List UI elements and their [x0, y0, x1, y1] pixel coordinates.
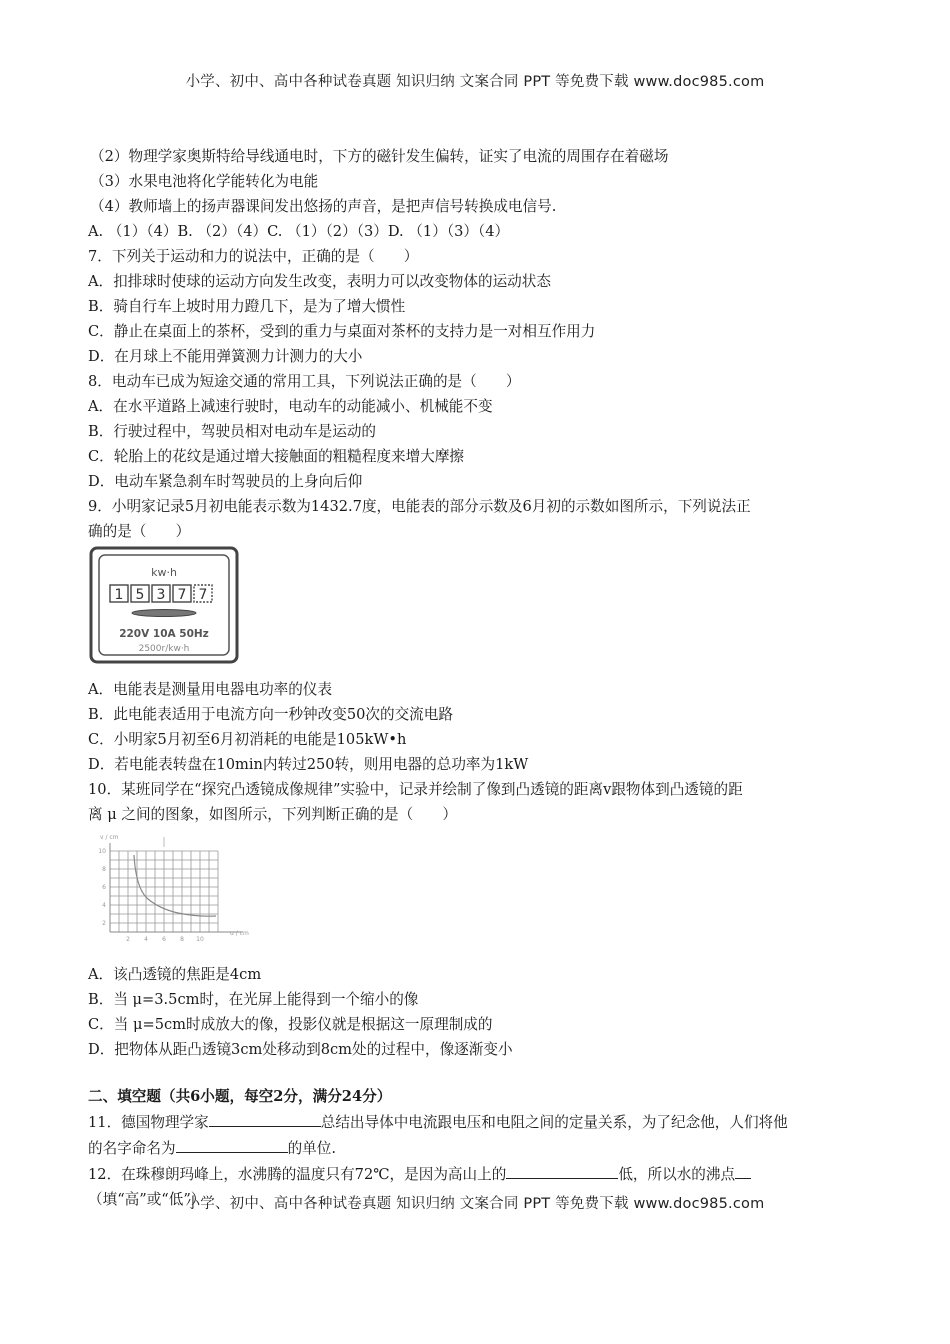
q10-option-a: A．该凸透镜的焦距是4cm	[88, 966, 262, 983]
meter-unit: kw·h	[151, 566, 177, 579]
q9-stem-line2: 确的是（ ）	[88, 523, 191, 540]
q12-blank-2[interactable]	[735, 1161, 751, 1179]
meter-digit-1: 1	[114, 587, 124, 603]
graph-ytick-8: 8	[102, 866, 106, 873]
q7-option-a: A．扣排球时使球的运动方向发生改变，表明力可以改变物体的运动状态	[88, 273, 551, 290]
header-watermark: 小学、初中、高中各种试卷真题 知识归纳 文案合同 PPT 等免费下载 www.doc985.com	[185, 74, 765, 90]
meter-digit-4: 7	[177, 587, 187, 603]
q9-option-b: B．此电能表适用于电流方向一秒钟改变50次的交流电路	[88, 706, 453, 723]
q9-option-a: A．电能表是测量用电器电功率的仪表	[88, 681, 333, 698]
graph-xlabel: u / cm	[230, 930, 249, 937]
q7-option-d: D．在月球上不能用弹簧测力计测力的大小	[88, 348, 363, 365]
electricity-meter-figure	[88, 546, 868, 674]
q9-option-c: C．小明家5月初至6月初消耗的电能是105kW•h	[88, 731, 407, 748]
q11-part3: 的名字命名为	[88, 1140, 176, 1157]
q10-option-c: C．当 μ=5cm时成放大的像，投影仪就是根据这一原理制成的	[88, 1016, 493, 1033]
q10-option-d: D．把物体从距凸透镜3cm处移动到8cm处的过程中，像逐渐变小	[88, 1041, 513, 1058]
meter-digit-decimal: 7	[198, 587, 208, 603]
q9-stem-line1: 9．小明家记录5月初电能表示数为1432.7度，电能表的部分示数及6月初的示数如图所示，下列说法正	[88, 498, 751, 515]
q6-options: A. （1）（4）B. （2）（4）C. （1）（2）（3）D. （1）（3）（4）	[88, 223, 510, 240]
graph-ytick-6: 6	[102, 884, 106, 891]
q8-option-b: B．行驶过程中，驾驶员相对电动车是运动的	[88, 423, 377, 440]
q10-stem-line1: 10．某班同学在“探究凸透镜成像规律”实验中，记录并绘制了像到凸透镜的距离v跟物体到凸透镜的距	[88, 781, 743, 798]
graph-ytick-10: 10	[98, 848, 106, 855]
graph-xtick-8: 8	[180, 936, 184, 943]
q7-option-c: C．静止在桌面上的茶杯，受到的重力与桌面对茶杯的支持力是一对相互作用力	[88, 323, 596, 340]
q11-line2	[88, 1135, 868, 1161]
q8-option-c: C．轮胎上的花纹是通过增大接触面的粗糙程度来增大摩擦	[88, 448, 465, 465]
meter-digit-2: 5	[135, 587, 145, 603]
q6-item-2: （2）物理学家奥斯特给导线通电时，下方的磁针发生偏转，证实了电流的周围存在着磁场	[90, 148, 669, 165]
q8-option-a: A．在水平道路上减速行驶时，电动车的动能减小、机械能不变	[88, 398, 493, 415]
exam-content	[88, 144, 868, 1212]
graph-ytick-4: 4	[102, 902, 106, 909]
lens-graph-figure	[88, 829, 868, 959]
q6-item-3: （3）水果电池将化学能转化为电能	[90, 173, 319, 190]
q12-part2: 低，所以水的沸点	[618, 1166, 736, 1183]
q11-blank-1[interactable]	[209, 1109, 321, 1127]
q8-stem: 8．电动车已成为短途交通的常用工具，下列说法正确的是（ ）	[88, 373, 521, 390]
graph-xtick-6: 6	[162, 936, 166, 943]
meter-digit-3: 3	[156, 587, 166, 603]
section-2-title: 二、填空题（共6小题，每空2分，满分24分）	[88, 1088, 392, 1105]
q11-part4: 的单位.	[287, 1140, 336, 1157]
q11-part1: 11．德国物理学家	[88, 1114, 209, 1131]
graph-xtick-2: 2	[126, 936, 130, 943]
graph-ylabel: v / cm	[100, 834, 119, 841]
q12-part1: 12．在珠穆朗玛峰上，水沸腾的温度只有72℃，是因为高山上的	[88, 1166, 507, 1183]
q7-stem: 7．下列关于运动和力的说法中，正确的是（ ）	[88, 248, 419, 265]
q7-option-b: B．骑自行车上坡时用力蹬几下，是为了增大惯性	[88, 298, 406, 315]
q10-stem-line2: 离 μ 之间的图象，如图所示，下列判断正确的是（ ）	[88, 806, 458, 823]
q12-line1	[88, 1161, 868, 1187]
q11-line1	[88, 1109, 868, 1135]
graph-xtick-10: 10	[196, 936, 204, 943]
meter-spec: 220V 10A 50Hz	[119, 628, 209, 640]
q8-option-d: D．电动车紧急刹车时驾驶员的上身向后仰	[88, 473, 363, 490]
graph-xtick-4: 4	[144, 936, 148, 943]
q9-option-d: D．若电能表转盘在10min内转过250转，则用电器的总功率为1kW	[88, 756, 529, 773]
footer-watermark: 小学、初中、高中各种试卷真题 知识归纳 文案合同 PPT 等免费下载 www.doc985.com	[185, 1196, 765, 1212]
q10-option-b: B．当 μ=3.5cm时，在光屏上能得到一个缩小的像	[88, 991, 419, 1008]
q12-line2: （填“高”或“低”）	[88, 1191, 206, 1208]
graph-ytick-2: 2	[102, 920, 106, 927]
q11-blank-2[interactable]	[176, 1135, 288, 1153]
meter-rate: 2500r/kw·h	[138, 644, 190, 654]
q6-item-4: （4）教师墙上的扬声器课间发出悠扬的声音，是把声信号转换成电信号.	[90, 198, 557, 215]
q12-blank-1[interactable]	[506, 1161, 618, 1179]
q11-part2: 总结出导体中电流跟电压和电阻之间的定量关系，为了纪念他，人们将他	[320, 1114, 788, 1131]
